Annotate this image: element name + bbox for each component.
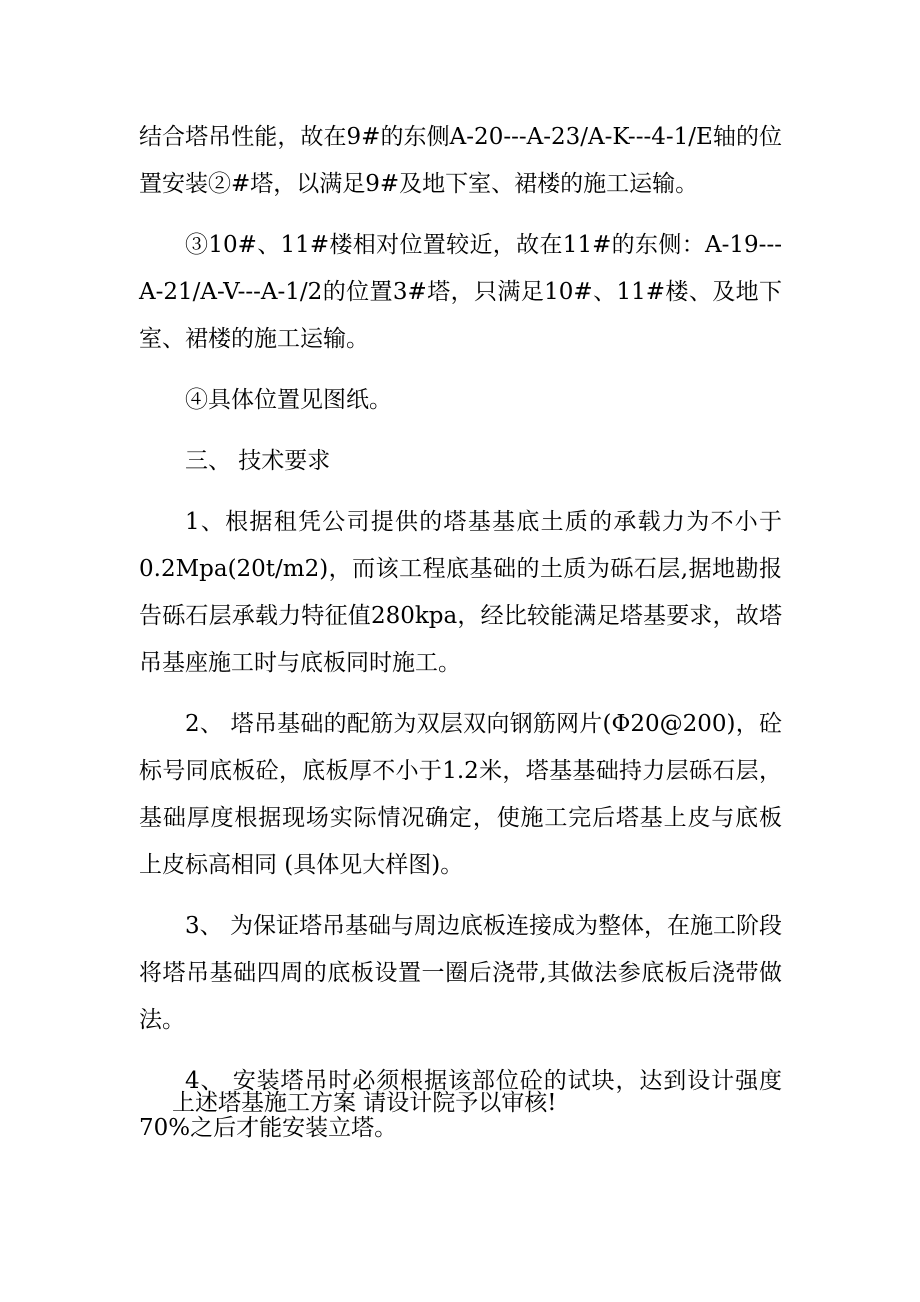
paragraph-requirement-4: 4、 安装塔吊时必须根据该部位砼的试块，达到设计强度70%之后才能安装立塔。 (139, 1068, 782, 1141)
paragraph-crane-3-location: ③10#、11#楼相对位置较近，故在11#的东侧：A-19---A-21/A-V---A-1/2的位置3#塔，只满足10#、11#楼、及地下室、裙楼的施工运输。 (139, 232, 782, 352)
paragraph-crane-2-location: 结合塔吊性能，故在9#的东侧A-20---A-23/A-K---4-1/E轴的位置安装②#塔，以满足9#及地下室、裙楼的施工运输。 (139, 124, 782, 197)
document-body (139, 114, 782, 1152)
paragraph-see-drawings: ④具体位置见图纸。 (185, 387, 392, 413)
paragraph-requirement-2: 2、 塔吊基础的配筋为双层双向钢筋网片(Φ20@200)，砼标号同底板砼，底板厚不小于1.2米，塔基基础持力层砾石层，基础厚度根据现场实际情况确定，使施工完后塔基上皮与底板上皮标高相同 (具体见大样图)。 (139, 711, 782, 878)
closing-request-line: 上述塔基施工方案 请设计院予以审核! (172, 1090, 557, 1116)
paragraph-requirement-1: 1、根据租凭公司提供的塔基基底土质的承载力为不小于0.2Mpa(20t/m2)，而该工程底基础的土质为砾石层,据地勘报告砾石层承载力特征值280kpa，经比较能满足塔基要求，故塔吊基座施工时与底板同时施工。 (139, 509, 782, 676)
section-heading-technical-requirements: 三、 技术要求 (185, 448, 331, 474)
paragraph-requirement-3: 3、 为保证塔吊基础与周边底板连接成为整体，在施工阶段将塔吊基础四周的底板设置一圈后浇带,其做法参底板后浇带做法。 (139, 913, 782, 1033)
